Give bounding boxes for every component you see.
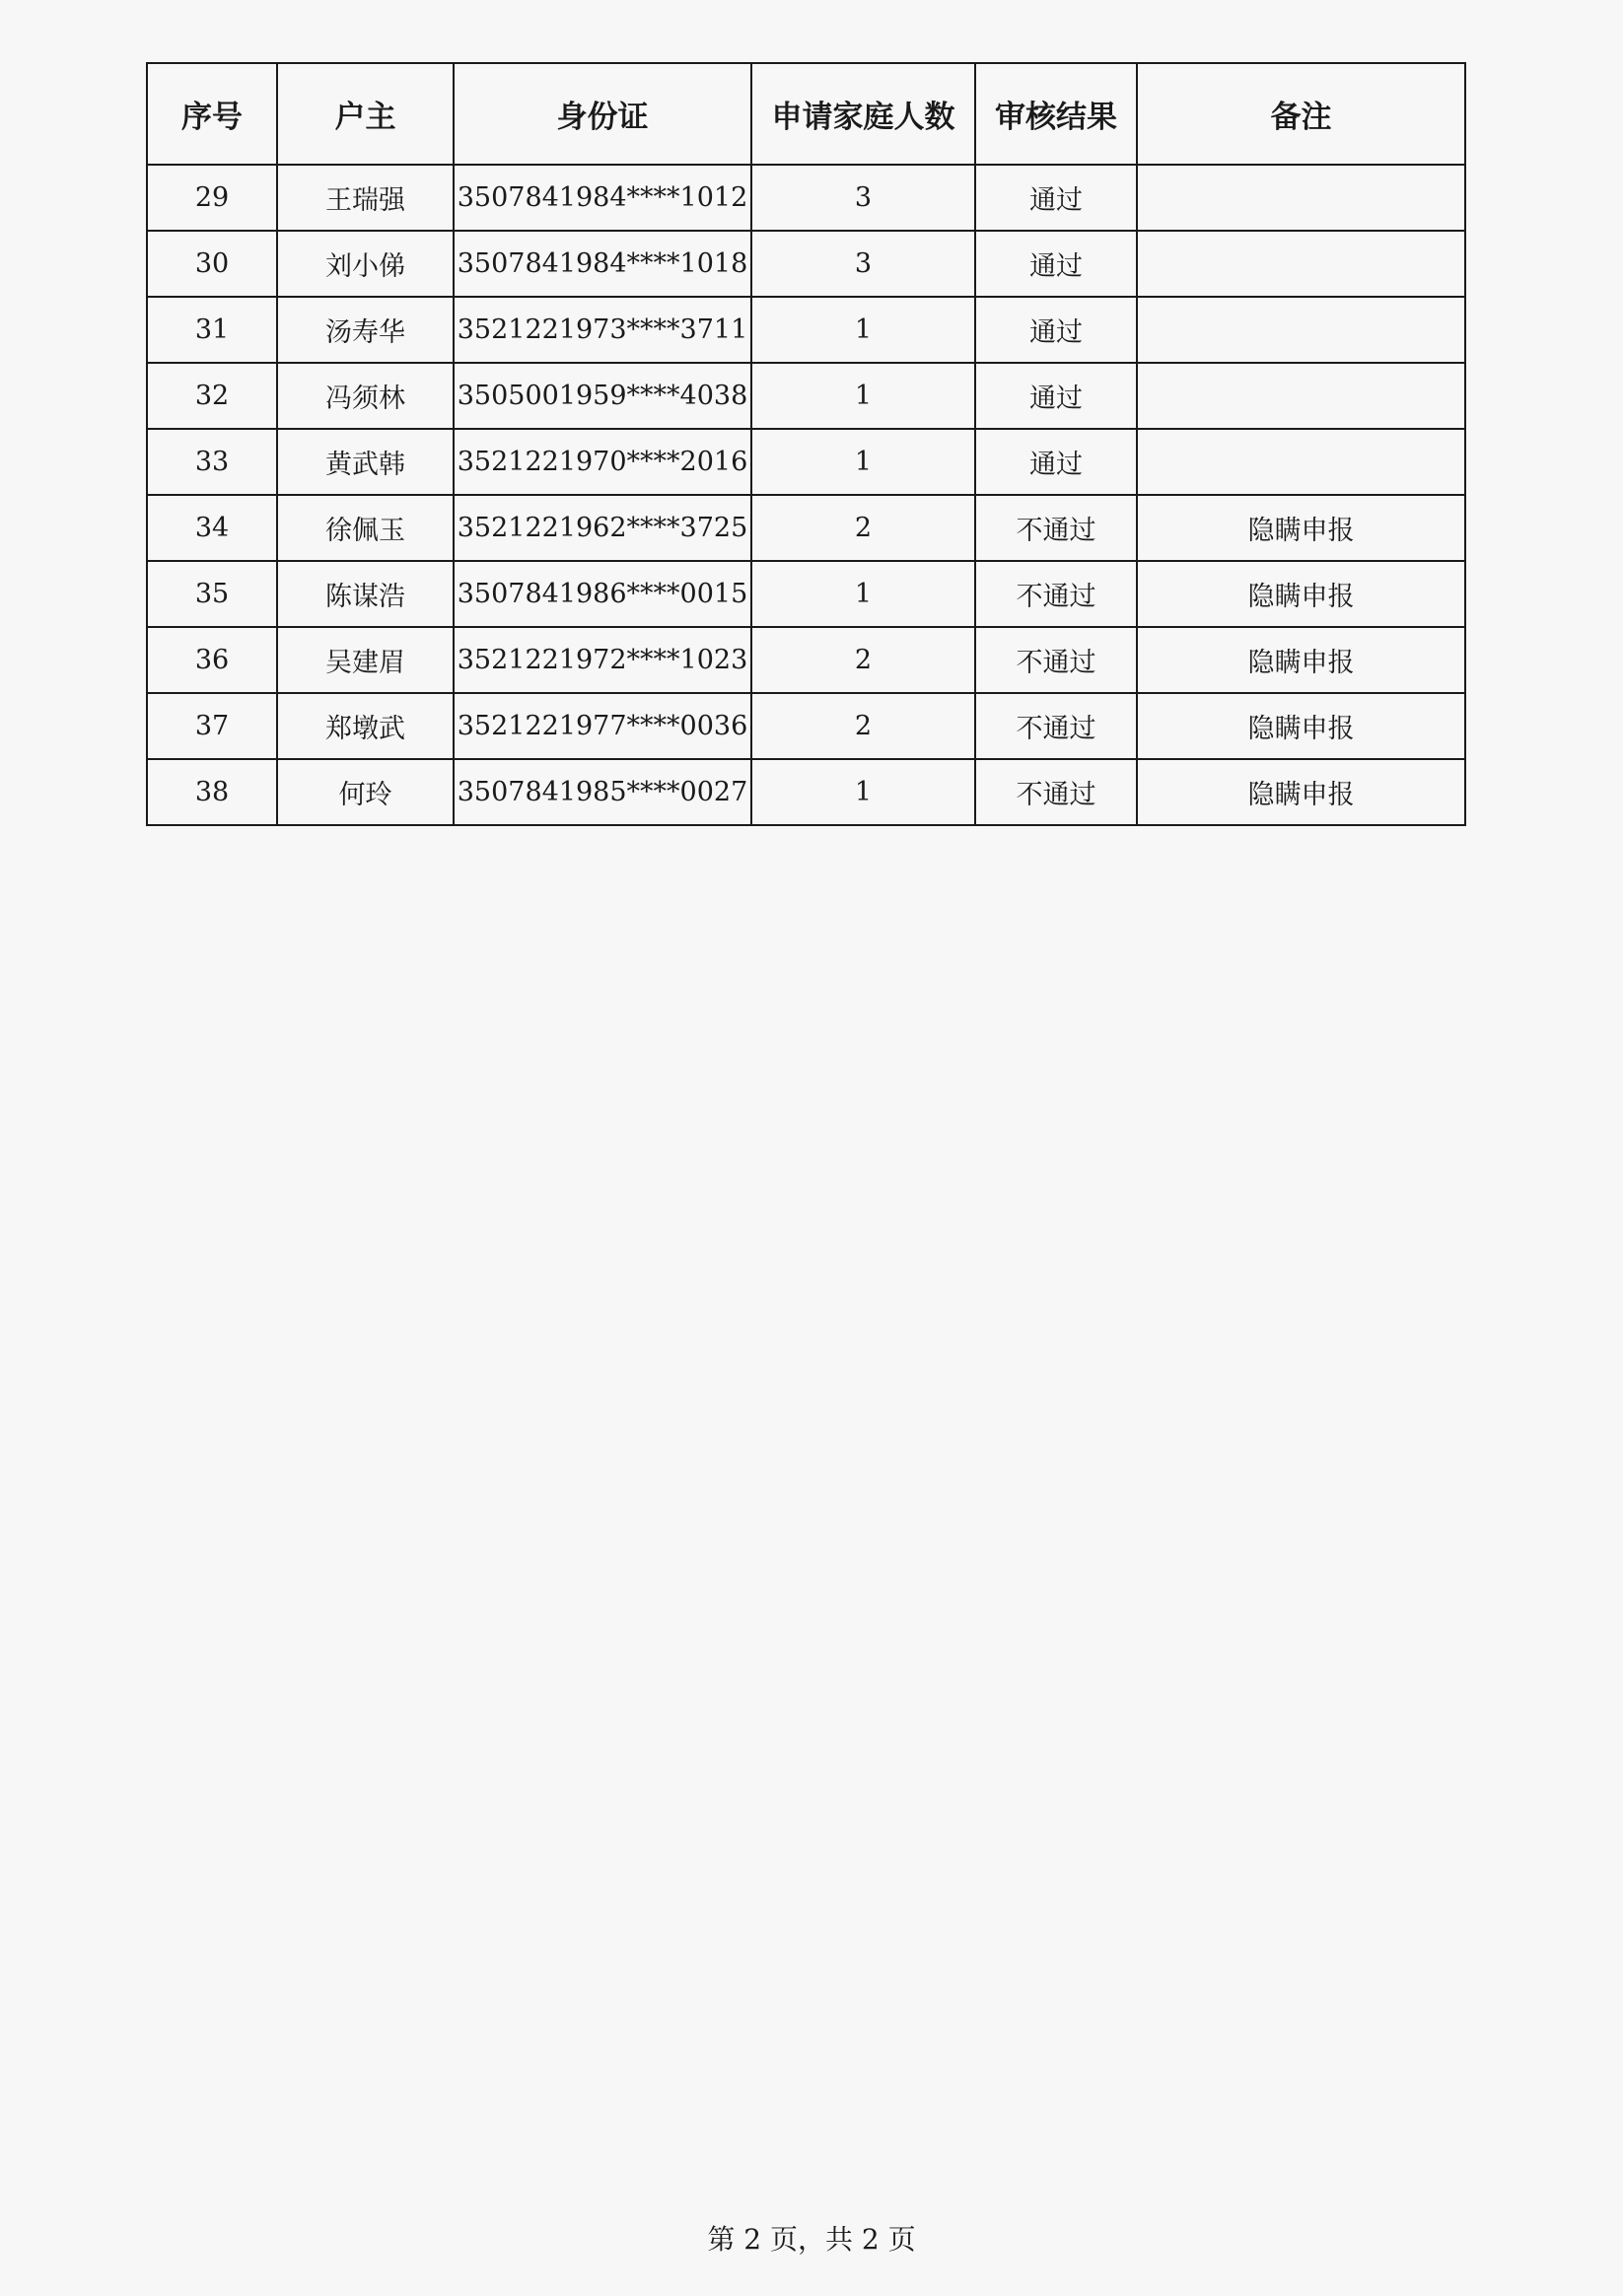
cell-seq: 29 (147, 165, 277, 231)
table-row (147, 297, 1465, 363)
table-row (147, 165, 1465, 231)
cell-seq: 30 (147, 231, 277, 297)
review-results-table (146, 62, 1466, 826)
table-row (147, 495, 1465, 561)
cell-note: 隐瞒申报 (1137, 495, 1465, 561)
cell-review-result: 通过 (975, 165, 1137, 231)
cell-seq: 38 (147, 759, 277, 825)
cell-id-card: 3521221970****2016 (454, 429, 751, 495)
cell-household-size: 1 (751, 297, 975, 363)
header-note: 备注 (1137, 63, 1465, 165)
cell-owner: 汤寿华 (277, 297, 454, 363)
cell-note (1137, 297, 1465, 363)
cell-owner: 何玲 (277, 759, 454, 825)
cell-household-size: 2 (751, 495, 975, 561)
cell-review-result: 不通过 (975, 495, 1137, 561)
cell-id-card: 3505001959****4038 (454, 363, 751, 429)
header-id-card: 身份证 (454, 63, 751, 165)
cell-id-card: 3507841984****1018 (454, 231, 751, 297)
cell-note: 隐瞒申报 (1137, 627, 1465, 693)
cell-seq: 37 (147, 693, 277, 759)
table-row (147, 429, 1465, 495)
table-header-row (147, 63, 1465, 165)
cell-seq: 32 (147, 363, 277, 429)
cell-review-result: 不通过 (975, 693, 1137, 759)
cell-note: 隐瞒申报 (1137, 759, 1465, 825)
cell-id-card: 3507841984****1012 (454, 165, 751, 231)
header-seq: 序号 (147, 63, 277, 165)
cell-household-size: 2 (751, 627, 975, 693)
cell-id-card: 3521221972****1023 (454, 627, 751, 693)
cell-owner: 郑墩武 (277, 693, 454, 759)
cell-id-card: 3507841985****0027 (454, 759, 751, 825)
table-row (147, 759, 1465, 825)
cell-review-result: 不通过 (975, 627, 1137, 693)
cell-owner: 吴建眉 (277, 627, 454, 693)
cell-owner: 刘小俤 (277, 231, 454, 297)
cell-note (1137, 165, 1465, 231)
header-owner: 户主 (277, 63, 454, 165)
header-review-result: 审核结果 (975, 63, 1137, 165)
cell-id-card: 3521221962****3725 (454, 495, 751, 561)
cell-seq: 34 (147, 495, 277, 561)
cell-seq: 36 (147, 627, 277, 693)
cell-seq: 33 (147, 429, 277, 495)
page-number-footer: 第 2 页，共 2 页 (707, 2223, 916, 2256)
cell-seq: 35 (147, 561, 277, 627)
table-row (147, 561, 1465, 627)
cell-review-result: 通过 (975, 231, 1137, 297)
cell-owner: 王瑞强 (277, 165, 454, 231)
cell-review-result: 通过 (975, 297, 1137, 363)
cell-seq: 31 (147, 297, 277, 363)
cell-household-size: 3 (751, 231, 975, 297)
cell-household-size: 1 (751, 363, 975, 429)
cell-owner: 陈谋浩 (277, 561, 454, 627)
cell-note: 隐瞒申报 (1137, 561, 1465, 627)
cell-note (1137, 231, 1465, 297)
cell-id-card: 3521221973****3711 (454, 297, 751, 363)
cell-owner: 黄武韩 (277, 429, 454, 495)
table-row (147, 627, 1465, 693)
table-row (147, 693, 1465, 759)
cell-household-size: 1 (751, 429, 975, 495)
table-row (147, 231, 1465, 297)
cell-owner: 徐佩玉 (277, 495, 454, 561)
cell-owner: 冯须林 (277, 363, 454, 429)
cell-note (1137, 429, 1465, 495)
cell-id-card: 3507841986****0015 (454, 561, 751, 627)
cell-household-size: 3 (751, 165, 975, 231)
cell-note: 隐瞒申报 (1137, 693, 1465, 759)
table-row (147, 363, 1465, 429)
cell-note (1137, 363, 1465, 429)
cell-review-result: 不通过 (975, 561, 1137, 627)
cell-id-card: 3521221977****0036 (454, 693, 751, 759)
cell-review-result: 通过 (975, 363, 1137, 429)
header-household-size: 申请家庭人数 (751, 63, 975, 165)
table-body (147, 165, 1465, 825)
cell-household-size: 2 (751, 693, 975, 759)
cell-household-size: 1 (751, 759, 975, 825)
cell-household-size: 1 (751, 561, 975, 627)
cell-review-result: 不通过 (975, 759, 1137, 825)
cell-review-result: 通过 (975, 429, 1137, 495)
